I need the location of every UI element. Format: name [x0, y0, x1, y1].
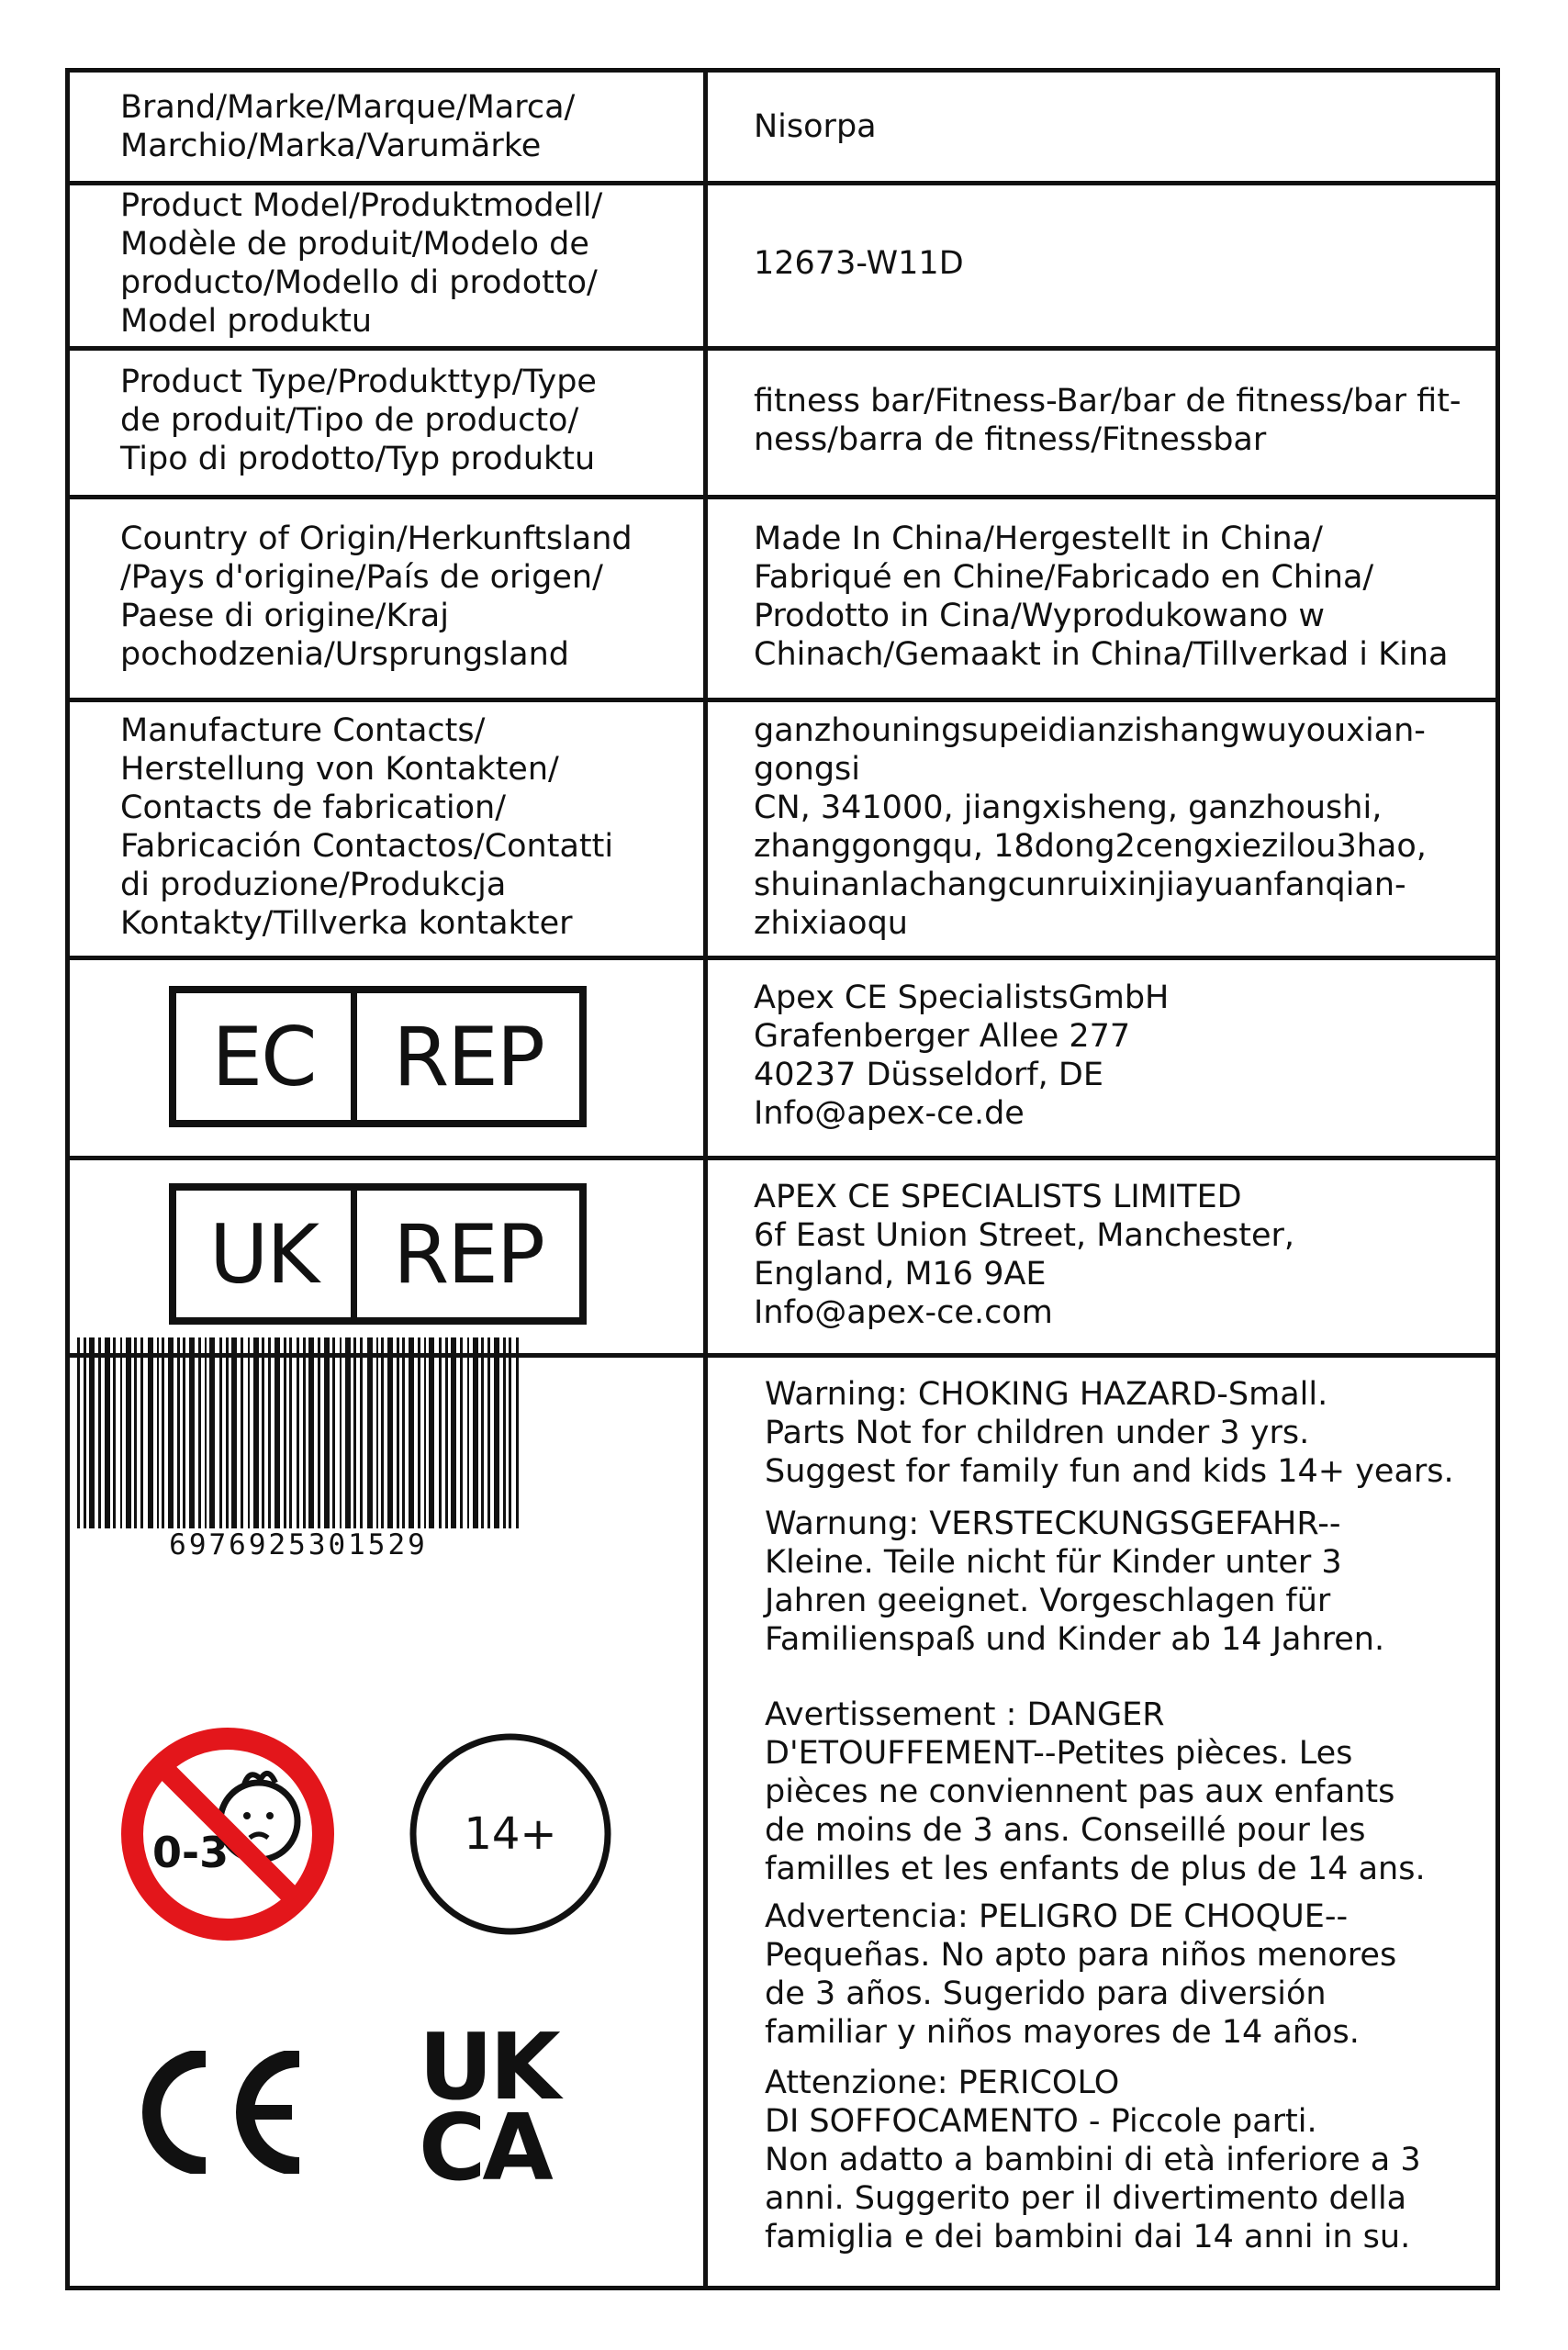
- ec-rep-badge-right: REP: [393, 1009, 543, 1104]
- barcode-bar: [248, 1337, 250, 1528]
- model-label: Product Model/Produktmodell/ Modèle de produit/Modelo de producto/Modello di prodotto/ Model produktu: [120, 187, 603, 340]
- uk-rep-badge-left: UK: [176, 1191, 357, 1317]
- barcode-bar: [353, 1337, 356, 1528]
- column-divider: [703, 73, 708, 2286]
- no-children-under-3-icon: [116, 1722, 340, 1946]
- brand-value: Nisorpa: [754, 108, 877, 145]
- barcode-bar: [157, 1337, 159, 1528]
- uk-rep-badge: [169, 1183, 587, 1325]
- barcode-bar: [376, 1337, 378, 1528]
- type-label: Product Type/Produkttyp/Type de produit/Tipo de producto/ Tipo di prodotto/Typ produktu: [120, 364, 597, 477]
- barcode-bar: [467, 1337, 469, 1528]
- barcode-bar: [168, 1337, 174, 1528]
- barcode-bar: [409, 1337, 414, 1528]
- barcode-bar: [140, 1337, 143, 1528]
- barcode-bar: [387, 1337, 393, 1528]
- barcode-bar: [105, 1337, 110, 1528]
- barcode-bar: [241, 1337, 243, 1528]
- barcode-bar: [397, 1337, 399, 1528]
- barcode-number: 6976925301529: [169, 1528, 428, 1561]
- ec-rep-badge-left: EC: [176, 993, 357, 1120]
- barcode-bar: [98, 1337, 101, 1528]
- age-prohibition-label: 0-3: [152, 1828, 230, 1877]
- barcode-bar: [89, 1337, 95, 1528]
- barcode-bar: [268, 1337, 271, 1528]
- ec-rep-address: Apex CE SpecialistsGmbH Grafenberger Allee 277 40237 Düsseldorf, DE Info@apex-ce.de: [754, 979, 1170, 1132]
- brand-label: Brand/Marke/Marque/Marca/ Marchio/Marka/Varumärke: [120, 89, 576, 164]
- barcode-bar: [183, 1337, 185, 1528]
- barcode-bar: [209, 1337, 215, 1528]
- ce-mark-icon: [134, 2051, 314, 2174]
- barcode-bar: [177, 1337, 180, 1528]
- manufacturer-label: Manufacture Contacts/ Herstellung von Kontakten/ Contacts de fabrication/ Fabricación Contactos/Contatti di produzione/Produkcja Kontakty/Tillverka kontakter: [120, 711, 614, 942]
- model-value: 12673-W11D: [754, 245, 964, 282]
- age-label: 14+: [464, 1808, 557, 1860]
- barcode-bar: [77, 1337, 80, 1528]
- barcode-bar: [289, 1337, 292, 1528]
- barcode-bar: [445, 1337, 448, 1528]
- origin-label: Country of Origin/Herkunftsland /Pays d'origine/País de origen/ Paese di origine/Kraj pochodzenia/Ursprungsland: [120, 520, 633, 673]
- barcode-bar: [134, 1337, 137, 1528]
- barcode-bar: [219, 1337, 222, 1528]
- barcode-bar: [198, 1337, 201, 1528]
- barcode-bar: [126, 1337, 131, 1528]
- barcode-bar: [340, 1337, 342, 1528]
- barcode-bar: [318, 1337, 320, 1528]
- manufacturer-value: ganzhouningsupeidianzishangwuyouxian- gongsi CN, 341000, jiangxisheng, ganzhoushi, zhanggongqu, 18dong2cengxiezilou3hao, shuinanlachangcunruixinjiayuanfanqian- zhixiaoqu: [754, 711, 1427, 942]
- barcode: [73, 1337, 523, 1528]
- barcode-bar: [381, 1337, 384, 1528]
- barcode-bar: [162, 1337, 164, 1528]
- barcode-bar: [503, 1337, 506, 1528]
- barcode-bar: [367, 1337, 373, 1528]
- barcode-bar: [481, 1337, 484, 1528]
- barcode-bar: [424, 1337, 426, 1528]
- barcode-bar: [226, 1337, 229, 1528]
- barcode-bar: [262, 1337, 264, 1528]
- barcode-bar: [418, 1337, 420, 1528]
- product-label-table: [65, 68, 1500, 2290]
- warning-spanish: Advertencia: PELIGRO DE CHOQUE-- Pequeñas. No apto para niños menores de 3 años. Sugerido para diversión familiar y niños mayores de 14 años.: [765, 1898, 1397, 2051]
- warning-french: Avertissement : DANGER D'ETOUFFEMENT--Petites pièces. Les pièces ne conviennent pas aux enfants de moins de 3 ans. Conseillé pour les familles et les enfants de plus de 14 ans.: [765, 1696, 1426, 1887]
- barcode-bar: [120, 1337, 122, 1528]
- barcode-bar: [189, 1337, 195, 1528]
- barcode-bar: [473, 1337, 478, 1528]
- barcode-bar: [274, 1337, 280, 1528]
- barcode-bar: [253, 1337, 259, 1528]
- barcode-bar: [360, 1337, 363, 1528]
- origin-value: Made In China/Hergestellt in China/ Fabriqué en Chine/Fabricado en China/ Prodotto in Cina/Wyprodukowano w Chinach/Gemaakt in China/Tillverkad i Kina: [754, 520, 1449, 673]
- barcode-bar: [429, 1337, 434, 1528]
- barcode-bar: [509, 1337, 511, 1528]
- barcode-bar: [487, 1337, 490, 1528]
- barcode-bar: [205, 1337, 207, 1528]
- barcode-bar: [332, 1337, 335, 1528]
- barcode-bar: [308, 1337, 314, 1528]
- ukca-top: UK: [419, 2013, 557, 2121]
- barcode-bar: [303, 1337, 306, 1528]
- warning-german: Warnung: VERSTECKUNGSGEFAHR-- Kleine. Teile nicht für Kinder unter 3 Jahren geeignet. Vorgeschlagen für Familienspaß und Kinder ab 14 Jahren.: [765, 1505, 1385, 1658]
- barcode-bar: [451, 1337, 456, 1528]
- barcode-bar: [324, 1337, 330, 1528]
- barcode-bar: [113, 1337, 116, 1528]
- barcode-bar: [439, 1337, 442, 1528]
- warning-english: Warning: CHOKING HAZARD-Small. Parts Not for children under 3 yrs. Suggest for family fun and kids 14+ years.: [765, 1376, 1454, 1490]
- barcode-bar: [148, 1337, 153, 1528]
- barcode-bar: [494, 1337, 499, 1528]
- barcode-bar: [84, 1337, 86, 1528]
- warning-italian: Attenzione: PERICOLO DI SOFFOCAMENTO - Piccole parti. Non adatto a bambini di età inferiore a 3 anni. Suggerito per il divertimento della famiglia e dei bambini dai 14 anni in su.: [765, 2065, 1421, 2255]
- barcode-bar: [284, 1337, 286, 1528]
- barcode-bar: [231, 1337, 237, 1528]
- ukca-mark-icon: [419, 2013, 584, 2201]
- barcode-bar: [516, 1337, 519, 1528]
- barcode-bar: [460, 1337, 463, 1528]
- uk-rep-badge-right: REP: [393, 1206, 543, 1302]
- ec-rep-badge: [169, 986, 587, 1127]
- barcode-bar: [345, 1337, 351, 1528]
- uk-rep-address: APEX CE SPECIALISTS LIMITED 6f East Union Street, Manchester, England, M16 9AE Info@apex-ce.com: [754, 1178, 1295, 1331]
- barcode-bar: [402, 1337, 405, 1528]
- ukca-bottom: CA: [419, 2094, 550, 2201]
- type-value: fitness bar/Fitness-Bar/bar de fitness/bar fit- ness/barra de fitness/Fitnessbar: [754, 383, 1462, 458]
- age-14-plus-icon: [404, 1728, 617, 1941]
- barcode-bar: [297, 1337, 299, 1528]
